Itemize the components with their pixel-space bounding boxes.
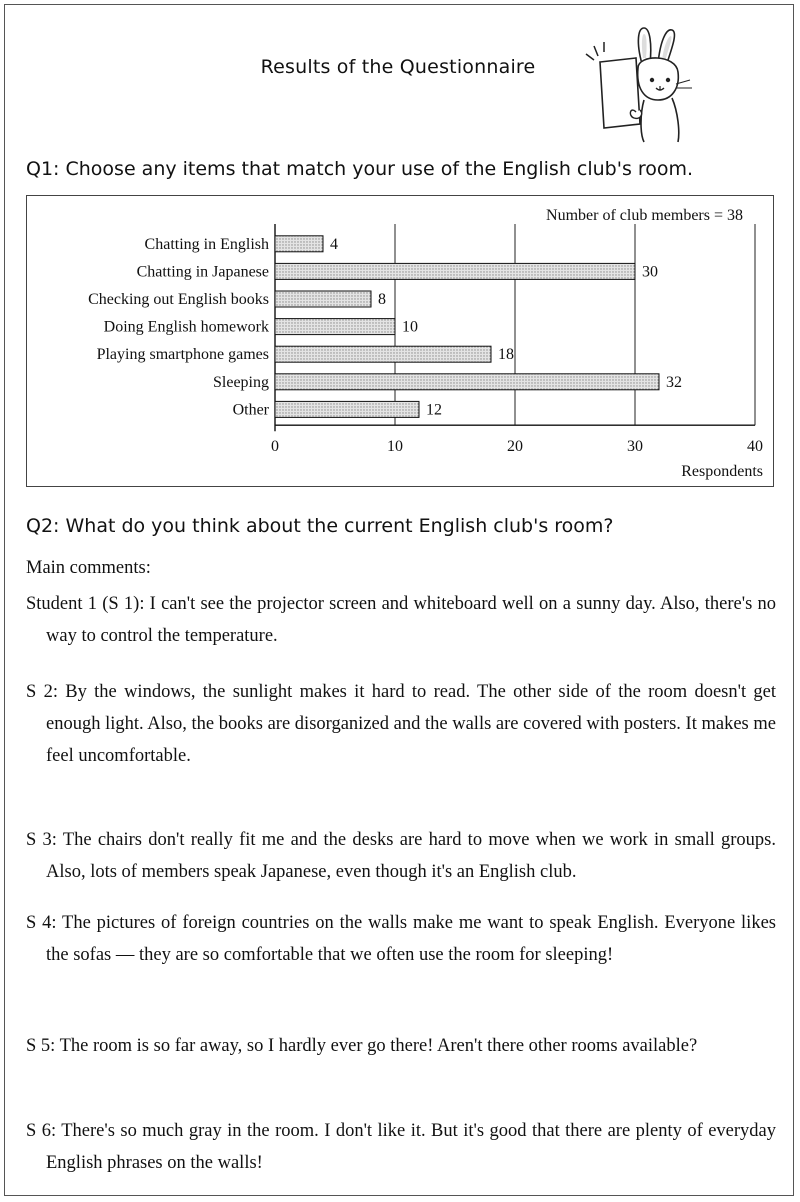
chart-frame bbox=[26, 195, 774, 487]
main-comments-label: Main comments: bbox=[26, 558, 151, 578]
student-comment-2 bbox=[26, 676, 776, 772]
data-label: 10 bbox=[402, 318, 418, 336]
bar bbox=[275, 319, 395, 335]
x-axis-title: Respondents bbox=[681, 463, 763, 481]
data-label: 4 bbox=[330, 235, 338, 253]
comment-text: S 2: By the windows, the sunlight makes it hard to read. The other side of the room doesn't get enough light. Also, the books are disorganized and the walls are covered with posters. It makes me feel uncomfortable. bbox=[26, 682, 776, 766]
data-label: 30 bbox=[642, 263, 658, 281]
student-comment-5 bbox=[26, 1030, 776, 1062]
data-label: 18 bbox=[498, 346, 514, 364]
x-tick-label: 30 bbox=[627, 438, 643, 456]
student-comment-6 bbox=[26, 1115, 776, 1179]
category-label: Checking out English books bbox=[88, 291, 269, 308]
data-label: 32 bbox=[666, 373, 682, 391]
bar-chart bbox=[27, 196, 775, 488]
category-label: Doing English homework bbox=[103, 318, 269, 336]
x-tick-label: 10 bbox=[387, 438, 403, 456]
category-label: Sleeping bbox=[213, 373, 269, 391]
category-label: Chatting in English bbox=[144, 235, 269, 253]
x-tick-label: 40 bbox=[747, 438, 763, 456]
chart-annotation: Number of club members = 38 bbox=[546, 207, 743, 224]
category-label: Chatting in Japanese bbox=[136, 263, 269, 281]
category-label: Playing smartphone games bbox=[96, 346, 269, 364]
comment-text: Student 1 (S 1): I can't see the projector screen and whiteboard well on a sunny day. Also, there's no way to control the temperature. bbox=[26, 594, 776, 646]
data-label: 8 bbox=[378, 291, 386, 308]
rabbit-holding-sign-illustration bbox=[580, 24, 700, 144]
bar bbox=[275, 374, 659, 390]
data-label: 12 bbox=[426, 401, 442, 419]
comment-text: S 4: The pictures of foreign countries on the walls make me want to speak English. Everyone likes the sofas — they are so comfortable that we often use the room for sleeping! bbox=[26, 913, 776, 965]
comment-text: S 6: There's so much gray in the room. I don't like it. But it's good that there are plenty of everyday English phrases on the walls! bbox=[26, 1121, 776, 1173]
bar bbox=[275, 236, 323, 252]
x-tick-label: 0 bbox=[271, 438, 279, 456]
comment-text: S 3: The chairs don't really fit me and the desks are hard to move when we work in small groups. Also, lots of members speak Japanese, even though it's an English club. bbox=[26, 830, 776, 882]
student-comment-4 bbox=[26, 907, 776, 971]
x-tick-label: 20 bbox=[507, 438, 523, 456]
question-2: Q2: What do you think about the current English club's room? bbox=[26, 515, 614, 537]
category-label: Other bbox=[232, 401, 269, 419]
comment-text: S 5: The room is so far away, so I hardly ever go there! Aren't there other rooms available? bbox=[26, 1036, 698, 1056]
bar bbox=[275, 346, 491, 362]
bar bbox=[275, 401, 419, 417]
bar bbox=[275, 263, 635, 279]
question-1: Q1: Choose any items that match your use of the English club's room. bbox=[26, 158, 694, 180]
page-title: Results of the Questionnaire bbox=[260, 56, 536, 78]
student-comment-1 bbox=[26, 588, 776, 652]
bar bbox=[275, 291, 371, 307]
student-comment-3 bbox=[26, 824, 776, 888]
